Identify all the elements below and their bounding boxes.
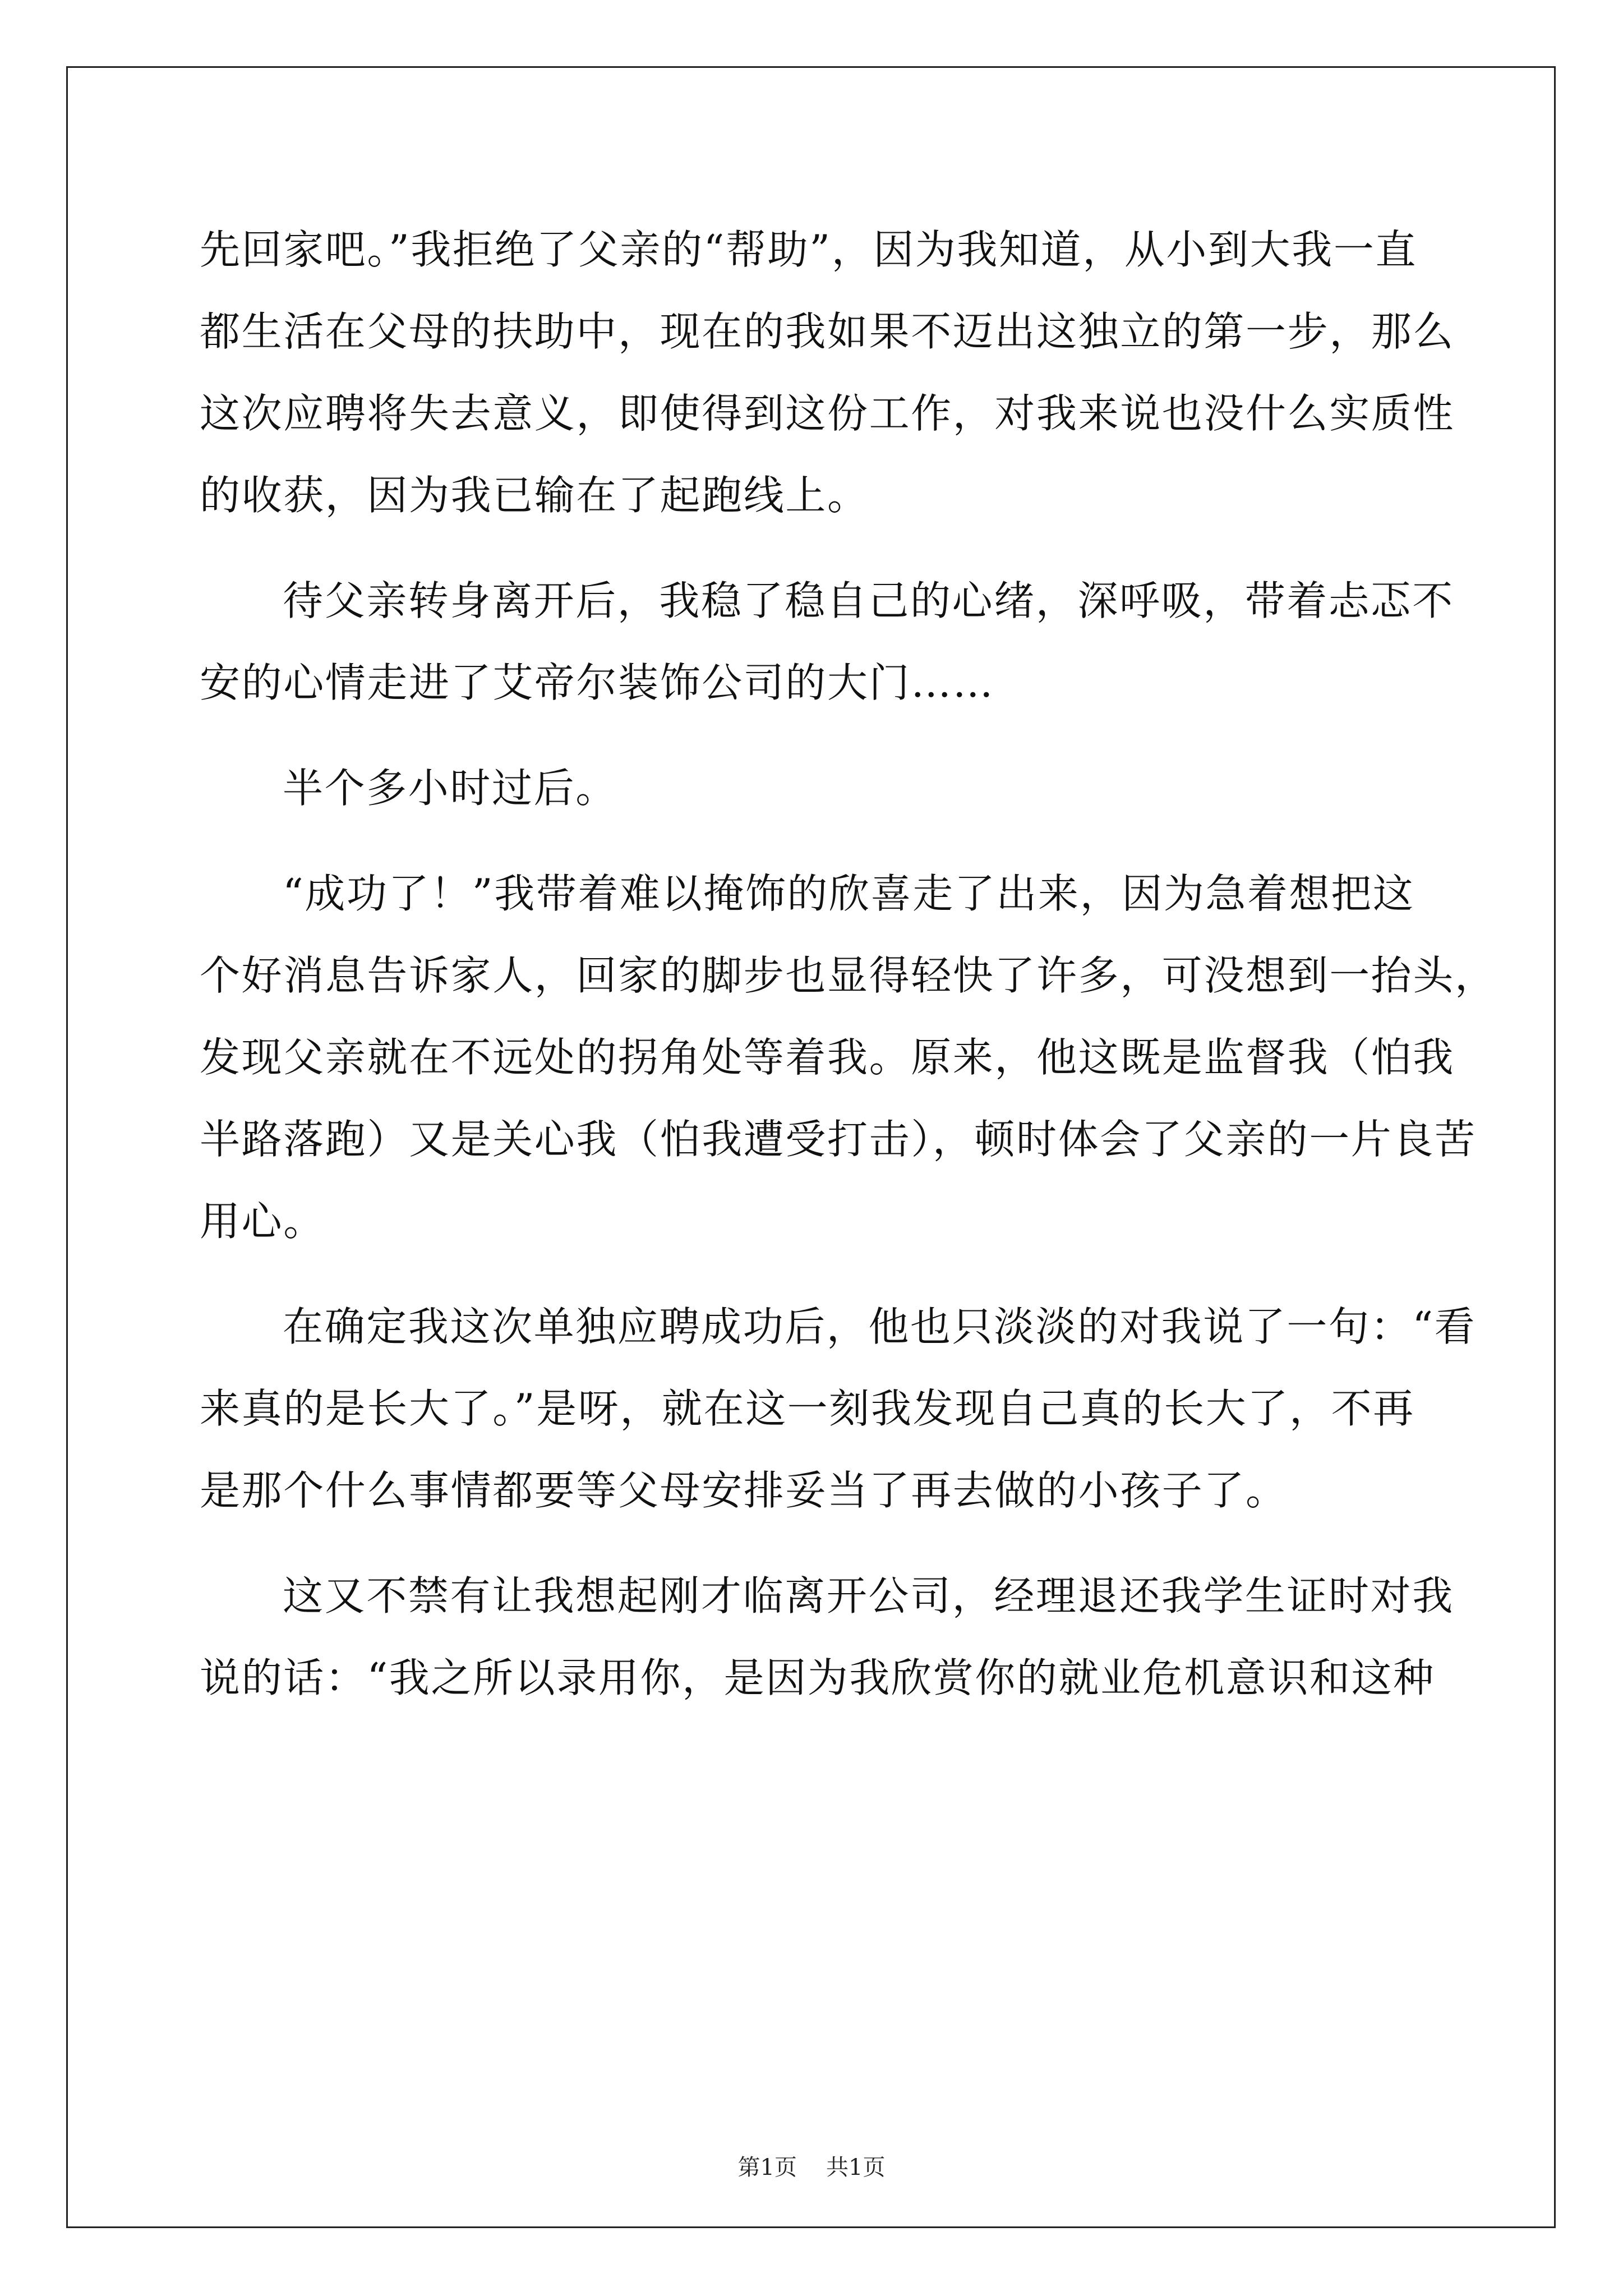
text-line: 的收获，因为我已输在了起跑线上。	[200, 472, 869, 519]
text-line: 半路落跑）又是关心我（怕我遭受打击），顿时体会了父亲的一片良苦	[200, 1116, 1477, 1163]
paragraph	[200, 560, 1454, 724]
text-line: 半个多小时过后。	[283, 765, 617, 812]
paragraph	[200, 209, 1455, 536]
text-line: 这次应聘将失去意义，即使得到这份工作，对我来说也没什么实质性	[200, 390, 1455, 437]
page-number: 第1页	[737, 2155, 797, 2180]
text-line: 都生活在父母的扶助中，现在的我如果不迈出这独立的第一步，那么	[200, 308, 1455, 355]
paragraph	[200, 853, 1497, 1262]
page-footer	[0, 2150, 1623, 2182]
paragraph	[200, 747, 1433, 829]
text-line: 待父亲转身离开后，我稳了稳自己的心绪，深呼吸，带着忐忑不	[283, 577, 1454, 624]
text-line: 来真的是长大了。”是呀，就在这一刻我发现自己真的长大了，不再	[200, 1385, 1415, 1432]
text-line: 说的话：“我之所以录用你，是因为我欣赏你的就业危机意识和这种	[200, 1654, 1435, 1701]
text-line: “成功了！”我带着难以掩饰的欣喜走了出来，因为急着想把这	[283, 870, 1415, 917]
text-line: 是那个什么事情都要等父母安排妥当了再去做的小孩子了。	[200, 1467, 1288, 1514]
page-total: 共1页	[826, 2155, 886, 2180]
text-line: 个好消息告诉家人，回家的脚步也显得轻快了许多，可没想到一抬头，	[200, 952, 1497, 999]
text-line: 安的心情走进了艾帝尔装饰公司的大门……	[200, 659, 995, 706]
document-body	[200, 209, 1497, 1719]
text-line: 在确定我这次单独应聘成功后，他也只淡淡的对我说了一句：“看	[283, 1303, 1477, 1350]
paragraph	[200, 1555, 1454, 1719]
text-line: 先回家吧。”我拒绝了父亲的“帮助”，因为我知道，从小到大我一直	[200, 226, 1418, 273]
text-line: 发现父亲就在不远处的拐角处等着我。原来，他这既是监督我（怕我	[200, 1034, 1455, 1081]
text-line: 用心。	[200, 1198, 325, 1245]
text-line: 这又不禁有让我想起刚才临离开公司，经理退还我学生证时对我	[283, 1572, 1454, 1619]
paragraph	[200, 1286, 1477, 1531]
